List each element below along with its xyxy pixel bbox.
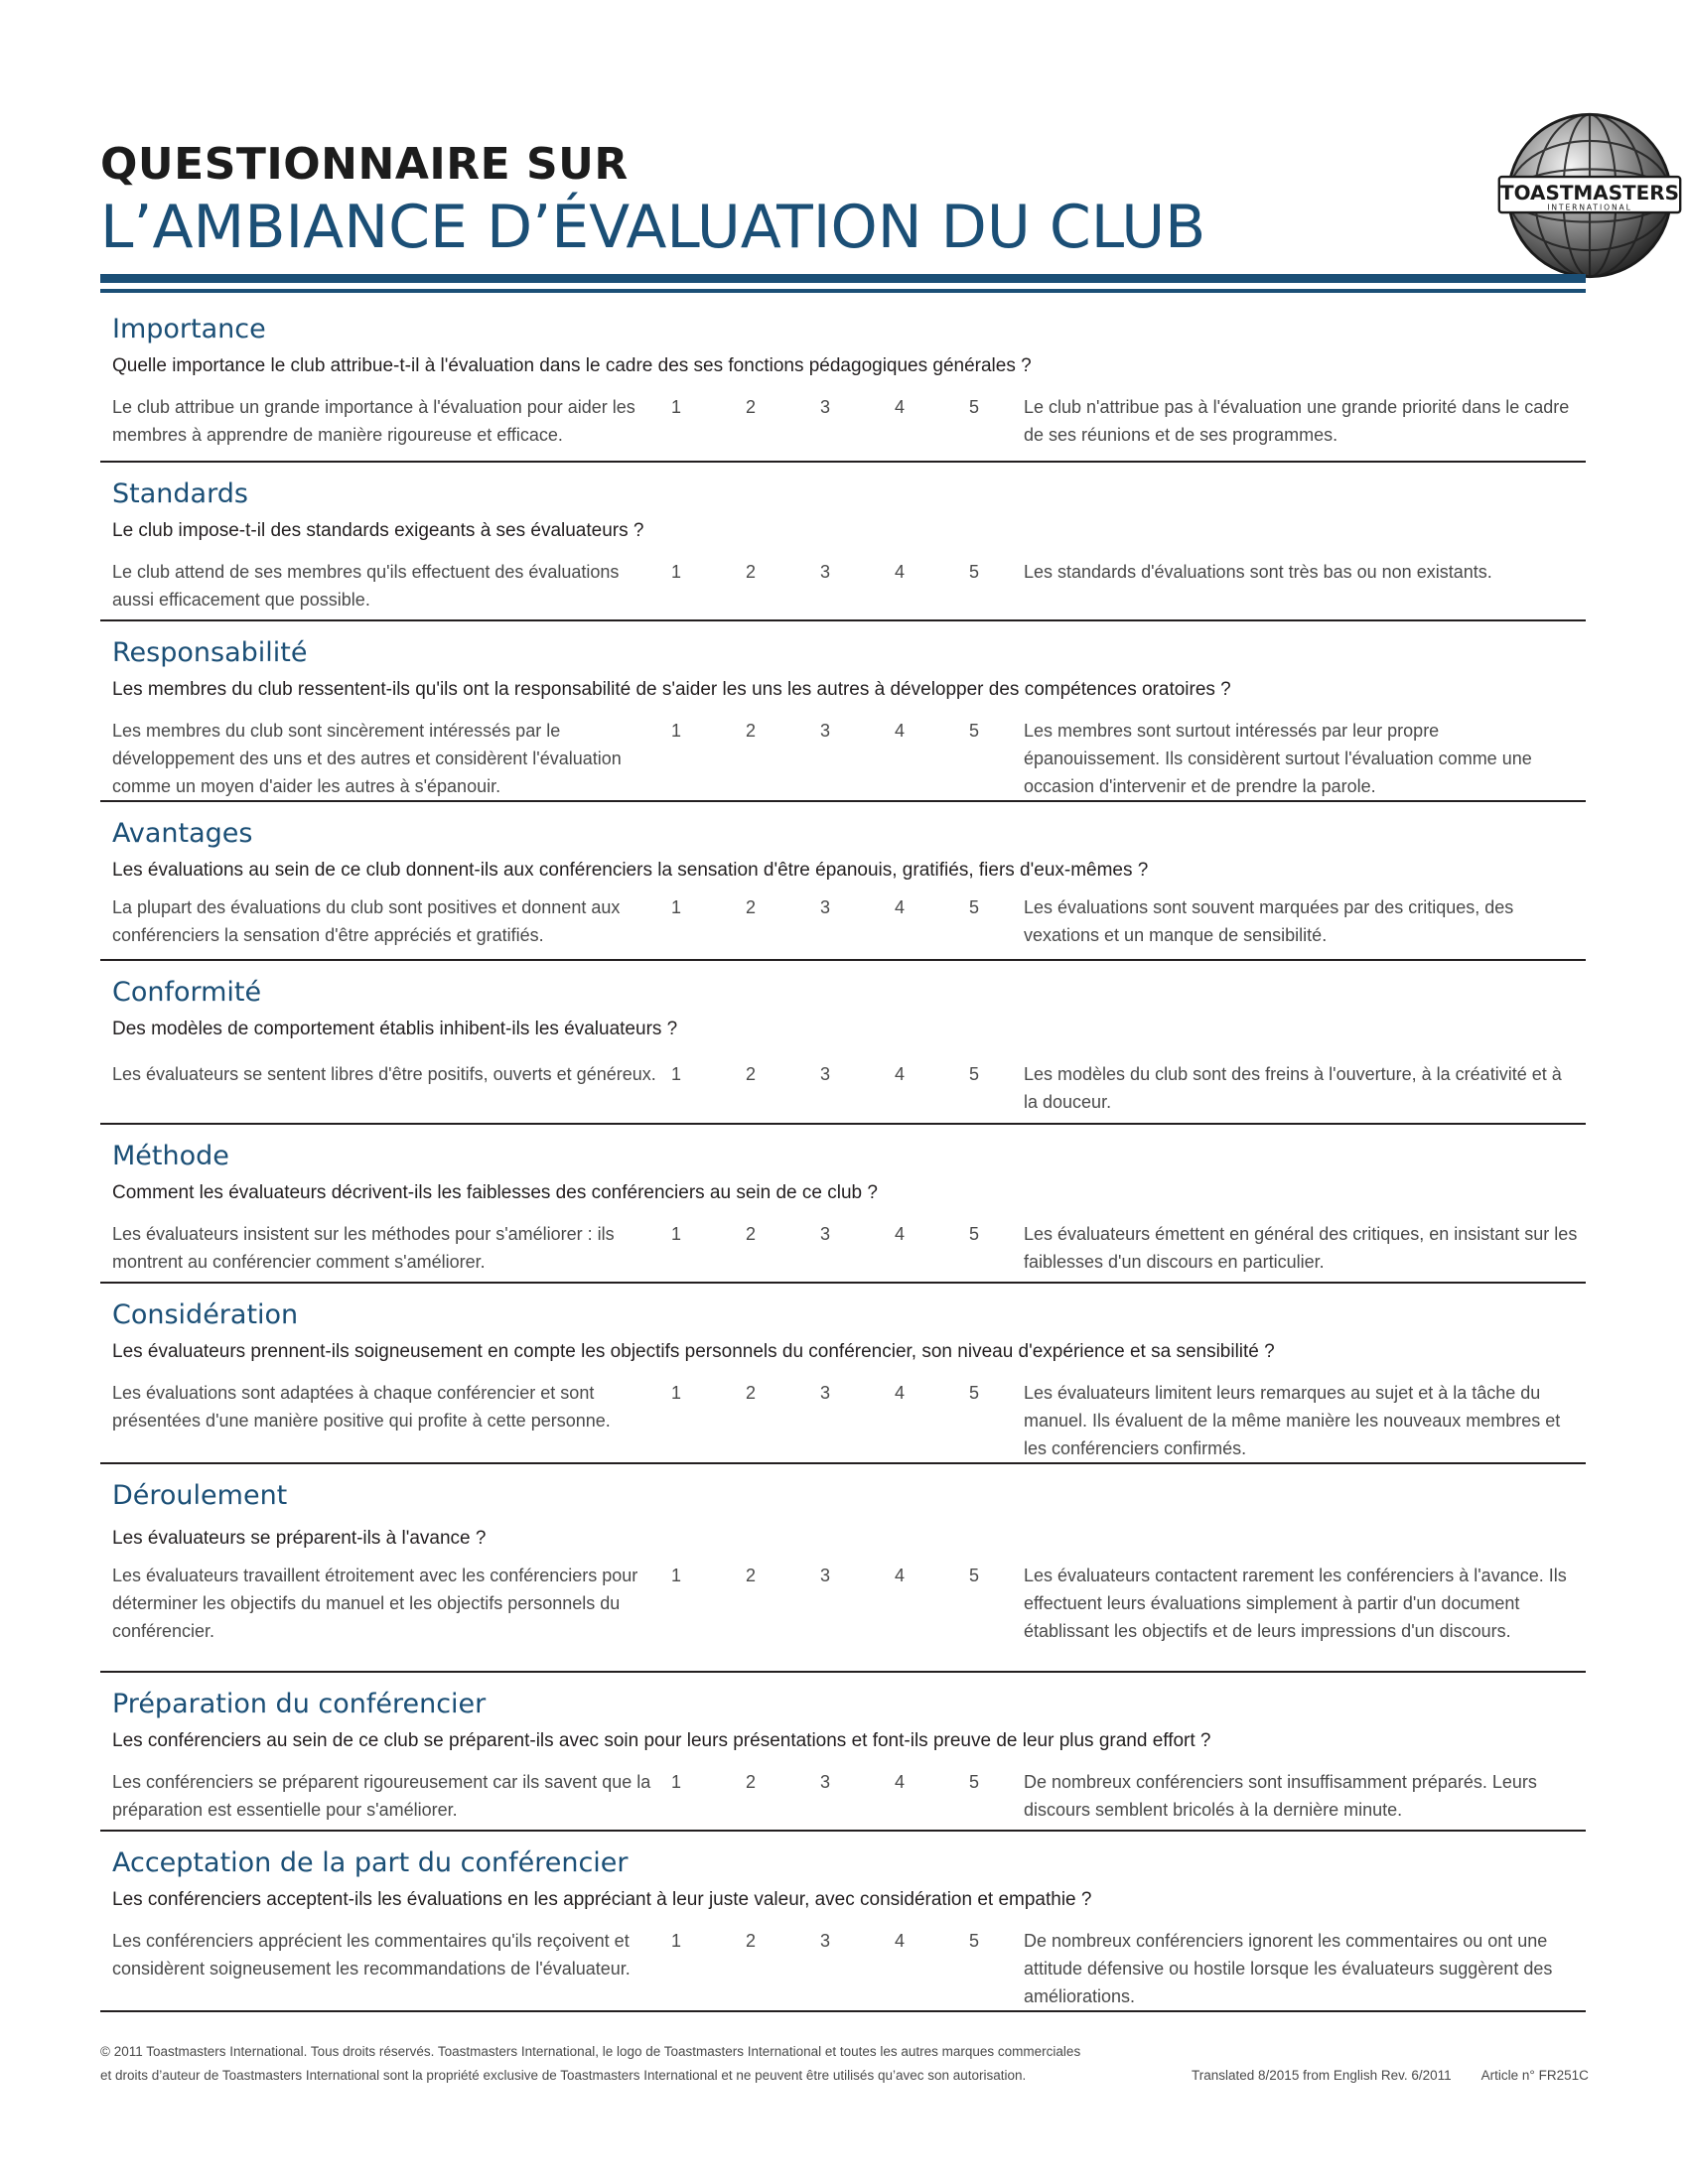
rating-option[interactable]: 1	[670, 1772, 681, 1792]
rating-option[interactable]: 3	[819, 1224, 830, 1244]
section-title: Responsabilité	[112, 637, 308, 668]
positive-statement: Les conférenciers apprécient les commentaires qu'ils reçoivent et considèrent soigneusement les recommandations de l'évaluateur.	[112, 1931, 631, 1979]
rating-option[interactable]: 3	[819, 897, 830, 917]
question-section	[100, 298, 1586, 463]
rating-option[interactable]: 1	[670, 1224, 681, 1244]
rating-option[interactable]: 4	[894, 1931, 905, 1951]
rating-option[interactable]: 4	[894, 1383, 905, 1403]
section-title: Déroulement	[112, 1480, 288, 1511]
positive-statement: Les évaluateurs se sentent libres d'être positifs, ouverts et généreux.	[112, 1064, 656, 1084]
negative-statement: Les modèles du club sont des freins à l'ouverture, à la créativité et à la douceur.	[1024, 1064, 1562, 1112]
negative-statement: Les évaluations sont souvent marquées par des critiques, des vexations et un manque de sensibilité.	[1024, 897, 1514, 945]
rating-option[interactable]: 2	[745, 1383, 756, 1403]
copyright-line-2: et droits d’auteur de Toastmasters International sont la propriété exclusive de Toastmasters International et ne peuvent être utilisés qu’avec son autorisation.	[100, 2068, 1027, 2083]
rating-scale	[666, 558, 1014, 586]
toastmasters-logo-icon	[1495, 101, 1684, 290]
section-question: Des modèles de comportement établis inhibent-ils les évaluateurs ?	[112, 1019, 678, 1039]
rating-option[interactable]: 4	[894, 721, 905, 741]
rating-scale	[666, 1768, 1014, 1796]
section-question: Comment les évaluateurs décrivent-ils les faiblesses des conférenciers au sein de ce club ?	[112, 1182, 878, 1203]
header-rule-thick	[100, 274, 1586, 283]
rating-scale	[666, 1379, 1014, 1407]
section-question: Le club impose-t-il des standards exigeants à ses évaluateurs ?	[112, 520, 644, 541]
negative-statement: Les évaluateurs émettent en général des critiques, en insistant sur les faiblesses d'un discours en particulier.	[1024, 1224, 1578, 1272]
rating-option[interactable]: 1	[670, 1383, 681, 1403]
section-title: Acceptation de la part du conférencier	[112, 1847, 629, 1878]
rating-option[interactable]: 5	[968, 1064, 979, 1084]
page-title-line1: QUESTIONNAIRE SUR	[100, 139, 629, 190]
rating-scale	[666, 1060, 1014, 1088]
rating-scale	[666, 717, 1014, 745]
question-section	[100, 621, 1586, 802]
rating-option[interactable]: 4	[894, 1772, 905, 1792]
translation-note: Translated 8/2015 from English Rev. 6/2011	[1192, 2068, 1452, 2083]
section-question: Les membres du club ressentent-ils qu'ils ont la responsabilité de s'aider les uns les autres à développer des compétences oratoires ?	[112, 679, 1231, 700]
copyright-line-1: © 2011 Toastmasters International. Tous droits réservés. Toastmasters International, le logo de Toastmasters International et toutes les autres marques commerciales	[100, 2044, 1081, 2059]
positive-statement: Les évaluateurs travaillent étroitement avec les conférenciers pour déterminer les objectifs du manuel et les objectifs personnels du conférencier.	[112, 1566, 638, 1641]
rating-option[interactable]: 3	[819, 397, 830, 417]
rating-option[interactable]: 1	[670, 1566, 681, 1585]
question-section	[100, 1832, 1586, 2012]
questionnaire-sections	[100, 298, 1586, 2012]
rating-option[interactable]: 3	[819, 1931, 830, 1951]
rating-option[interactable]: 4	[894, 1224, 905, 1244]
rating-option[interactable]: 2	[745, 562, 756, 582]
article-number: Article n° FR251C	[1480, 2068, 1589, 2083]
section-question: Les évaluateurs se préparent-ils à l'avance ?	[112, 1528, 487, 1549]
rating-option[interactable]: 2	[745, 721, 756, 741]
rating-option[interactable]: 4	[894, 1566, 905, 1585]
section-title: Avantages	[112, 818, 253, 849]
section-question: Quelle importance le club attribue-t-il à l'évaluation dans le cadre des ses fonctions pédagogiques générales ?	[112, 355, 1032, 376]
section-question: Les évaluations au sein de ce club donnent-ils aux conférenciers la sensation d'être épanouis, gratifiés, fiers d'eux-mêmes ?	[112, 860, 1149, 881]
rating-option[interactable]: 1	[670, 897, 681, 917]
negative-statement: Les standards d'évaluations sont très bas ou non existants.	[1024, 562, 1492, 582]
negative-statement: De nombreux conférenciers sont insuffisamment préparés. Leurs discours semblent bricolés à la dernière minute.	[1024, 1772, 1537, 1820]
rating-option[interactable]: 5	[968, 897, 979, 917]
rating-option[interactable]: 4	[894, 397, 905, 417]
section-question: Les conférenciers au sein de ce club se préparent-ils avec soin pour leurs présentations et font-ils preuve de leur plus grand effort ?	[112, 1730, 1211, 1751]
rating-option[interactable]: 2	[745, 897, 756, 917]
rating-option[interactable]: 4	[894, 897, 905, 917]
positive-statement: La plupart des évaluations du club sont positives et donnent aux conférenciers la sensation d'être appréciés et gratifiés.	[112, 897, 621, 945]
rating-scale	[666, 1562, 1014, 1589]
rating-option[interactable]: 2	[745, 397, 756, 417]
section-title: Importance	[112, 314, 266, 344]
rating-option[interactable]: 5	[968, 1772, 979, 1792]
rating-scale	[666, 1220, 1014, 1248]
rating-option[interactable]: 5	[968, 1383, 979, 1403]
rating-option[interactable]: 3	[819, 1064, 830, 1084]
rating-option[interactable]: 5	[968, 397, 979, 417]
rating-option[interactable]: 5	[968, 562, 979, 582]
rating-option[interactable]: 2	[745, 1931, 756, 1951]
header-rule-thin	[100, 289, 1586, 293]
question-section	[100, 1125, 1586, 1284]
section-title: Considération	[112, 1299, 299, 1330]
question-section	[100, 961, 1586, 1125]
section-title: Préparation du conférencier	[112, 1689, 487, 1719]
rating-option[interactable]: 2	[745, 1566, 756, 1585]
positive-statement: Les membres du club sont sincèrement intéressés par le développement des uns et des autres et considèrent l'évaluation comme un moyen d'aider les autres à s'épanouir.	[112, 721, 622, 796]
question-section	[100, 1284, 1586, 1464]
rating-option[interactable]: 4	[894, 562, 905, 582]
rating-option[interactable]: 3	[819, 1566, 830, 1585]
rating-option[interactable]: 3	[819, 562, 830, 582]
rating-option[interactable]: 4	[894, 1064, 905, 1084]
rating-option[interactable]: 5	[968, 1566, 979, 1585]
rating-option[interactable]: 2	[745, 1064, 756, 1084]
logo-sub-text: INTERNATIONAL	[1547, 203, 1632, 212]
negative-statement: Les membres sont surtout intéressés par leur propre épanouissement. Ils considèrent surtout l'évaluation comme une occasion d'intervenir et de prendre la parole.	[1024, 721, 1532, 796]
rating-scale	[666, 393, 1014, 421]
page-title-line2: L’AMBIANCE D’ÉVALUATION DU CLUB	[100, 193, 1206, 262]
rating-option[interactable]: 1	[670, 1064, 681, 1084]
positive-statement: Le club attribue un grande importance à l'évaluation pour aider les membres à apprendre de manière rigoureuse et efficace.	[112, 397, 635, 445]
document-meta	[1192, 2064, 1589, 2088]
positive-statement: Les évaluations sont adaptées à chaque conférencier et sont présentées d'une manière positive qui profite à cette personne.	[112, 1383, 611, 1431]
rating-option[interactable]: 1	[670, 562, 681, 582]
positive-statement: Les évaluateurs insistent sur les méthodes pour s'améliorer : ils montrent au conférencier comment s'améliorer.	[112, 1224, 615, 1272]
positive-statement: Le club attend de ses membres qu'ils effectuent des évaluations aussi efficacement que possible.	[112, 562, 620, 610]
rating-option[interactable]: 5	[968, 1224, 979, 1244]
rating-option[interactable]: 1	[670, 721, 681, 741]
rating-scale	[666, 893, 1014, 921]
rating-option[interactable]: 1	[670, 1931, 681, 1951]
rating-option[interactable]: 2	[745, 1224, 756, 1244]
negative-statement: Les évaluateurs limitent leurs remarques au sujet et à la tâche du manuel. Ils évaluent de la même manière les nouveaux membres et les conférenciers confirmés.	[1024, 1383, 1561, 1458]
rating-option[interactable]: 3	[819, 1772, 830, 1792]
negative-statement: De nombreux conférenciers ignorent les commentaires ou ont une attitude défensive ou hostile lorsque les évaluateurs suggèrent des améliorations.	[1024, 1931, 1553, 2006]
positive-statement: Les conférenciers se préparent rigoureusement car ils savent que la préparation est essentielle pour s'améliorer.	[112, 1772, 651, 1820]
question-section	[100, 802, 1586, 961]
section-title: Conformité	[112, 977, 262, 1008]
logo-main-text: TOASTMASTERS	[1500, 180, 1679, 205]
rating-option[interactable]: 5	[968, 1931, 979, 1951]
section-title: Méthode	[112, 1141, 229, 1171]
question-section	[100, 1673, 1586, 1832]
negative-statement: Le club n'attribue pas à l'évaluation une grande priorité dans le cadre de ses réunions et de ses programmes.	[1024, 397, 1570, 445]
question-section	[100, 1464, 1586, 1673]
rating-option[interactable]: 1	[670, 397, 681, 417]
question-section	[100, 463, 1586, 621]
rating-scale	[666, 1927, 1014, 1955]
copyright-notice	[100, 2040, 1143, 2088]
rating-option[interactable]: 3	[819, 721, 830, 741]
section-question: Les conférenciers acceptent-ils les évaluations en les appréciant à leur juste valeur, avec considération et empathie ?	[112, 1889, 1092, 1910]
section-question: Les évaluateurs prennent-ils soigneusement en compte les objectifs personnels du conférencier, son niveau d'expérience et sa sensibilité ?	[112, 1341, 1275, 1362]
rating-option[interactable]: 5	[968, 721, 979, 741]
rating-option[interactable]: 3	[819, 1383, 830, 1403]
negative-statement: Les évaluateurs contactent rarement les conférenciers à l'avance. Ils effectuent leurs évaluations simplement à partir d'un document établissant les objectifs et de leurs impressions d'un discours.	[1024, 1566, 1567, 1641]
rating-option[interactable]: 2	[745, 1772, 756, 1792]
section-title: Standards	[112, 478, 248, 509]
